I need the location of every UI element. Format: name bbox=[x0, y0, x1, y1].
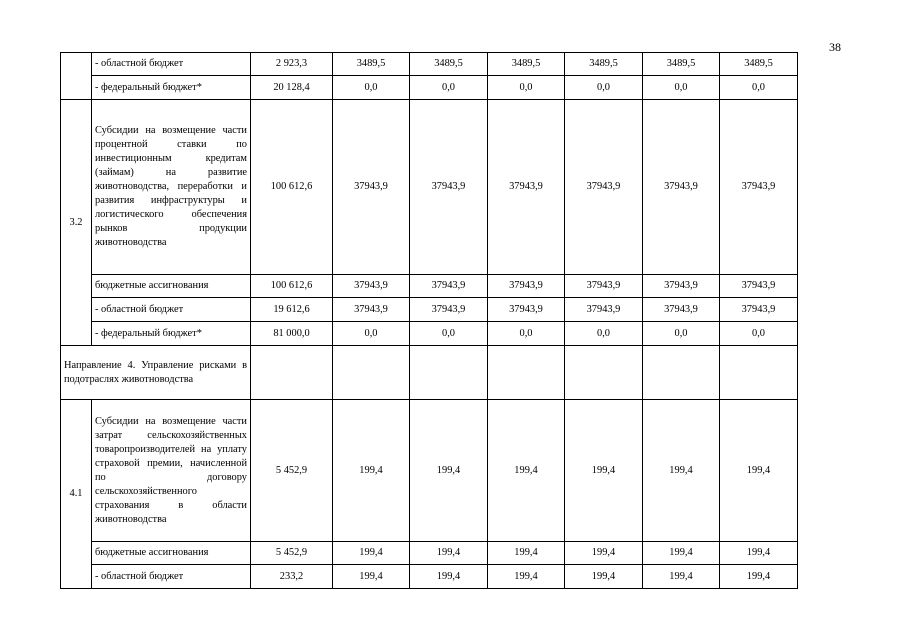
value-cell: 3489,5 bbox=[488, 53, 565, 76]
value-cell: 37943,9 bbox=[333, 275, 410, 298]
item-code: 4.1 bbox=[61, 400, 92, 589]
value-cell: 199,4 bbox=[488, 400, 565, 542]
item-code: 3.2 bbox=[61, 100, 92, 346]
value-cell: 37943,9 bbox=[720, 100, 798, 275]
value-cell: 37943,9 bbox=[333, 298, 410, 322]
value-cell: 199,4 bbox=[565, 542, 643, 565]
table-row bbox=[61, 400, 798, 542]
value-cell: 2 923,3 bbox=[251, 53, 333, 76]
value-cell: 0,0 bbox=[488, 322, 565, 346]
value-cell: 0,0 bbox=[333, 76, 410, 100]
value-cell: 37943,9 bbox=[488, 100, 565, 275]
value-cell: 5 452,9 bbox=[251, 400, 333, 542]
table-row bbox=[61, 346, 798, 400]
value-cell: 199,4 bbox=[410, 400, 488, 542]
value-cell: 199,4 bbox=[333, 542, 410, 565]
value-cell: 199,4 bbox=[643, 565, 720, 589]
row-label: - областной бюджет bbox=[92, 298, 251, 322]
value-cell: 0,0 bbox=[643, 322, 720, 346]
value-cell: 199,4 bbox=[720, 542, 798, 565]
value-cell: 233,2 bbox=[251, 565, 333, 589]
empty-cell bbox=[565, 346, 643, 400]
value-cell: 37943,9 bbox=[410, 100, 488, 275]
row-label: - областной бюджет bbox=[92, 53, 251, 76]
value-cell: 3489,5 bbox=[565, 53, 643, 76]
value-cell: 199,4 bbox=[565, 400, 643, 542]
value-cell: 37943,9 bbox=[643, 298, 720, 322]
value-cell: 37943,9 bbox=[565, 298, 643, 322]
value-cell: 199,4 bbox=[720, 400, 798, 542]
value-cell: 37943,9 bbox=[643, 100, 720, 275]
value-cell: 199,4 bbox=[565, 565, 643, 589]
value-cell: 0,0 bbox=[565, 76, 643, 100]
table-row bbox=[61, 542, 798, 565]
value-cell: 0,0 bbox=[720, 322, 798, 346]
empty-cell bbox=[410, 346, 488, 400]
row-label: бюджетные ассигнования bbox=[92, 275, 251, 298]
value-cell: 37943,9 bbox=[488, 275, 565, 298]
value-cell: 199,4 bbox=[488, 542, 565, 565]
value-cell: 199,4 bbox=[488, 565, 565, 589]
table-row bbox=[61, 298, 798, 322]
value-cell: 100 612,6 bbox=[251, 100, 333, 275]
value-cell: 37943,9 bbox=[643, 275, 720, 298]
value-cell: 0,0 bbox=[643, 76, 720, 100]
page-number: 38 bbox=[829, 40, 841, 54]
value-cell: 0,0 bbox=[565, 322, 643, 346]
item-description: Субсидии на возмещение части процентной ставки по инвестиционным кредитам (займам) на развитие животноводства, переработки и развития инфраструктуры и логистического обеспечения рынков продукции животноводства bbox=[92, 100, 251, 275]
value-cell: 199,4 bbox=[410, 542, 488, 565]
value-cell: 37943,9 bbox=[410, 275, 488, 298]
item-description: Субсидии на возмещение части затрат сельскохозяйственных товаропроизводителей на уплату страховой премии, начисленной по договору сельскохозяйственного страхования в области животноводства bbox=[92, 400, 251, 542]
row-label: - федеральный бюджет* bbox=[92, 76, 251, 100]
empty-cell bbox=[643, 346, 720, 400]
table-row bbox=[61, 322, 798, 346]
value-cell: 199,4 bbox=[333, 400, 410, 542]
value-cell: 0,0 bbox=[410, 76, 488, 100]
value-cell: 37943,9 bbox=[410, 298, 488, 322]
value-cell: 37943,9 bbox=[565, 100, 643, 275]
value-cell: 37943,9 bbox=[720, 298, 798, 322]
value-cell: 81 000,0 bbox=[251, 322, 333, 346]
value-cell: 100 612,6 bbox=[251, 275, 333, 298]
value-cell: 0,0 bbox=[720, 76, 798, 100]
table-row bbox=[61, 275, 798, 298]
value-cell: 37943,9 bbox=[720, 275, 798, 298]
empty-cell bbox=[720, 346, 798, 400]
value-cell: 0,0 bbox=[333, 322, 410, 346]
value-cell: 199,4 bbox=[643, 542, 720, 565]
table-row bbox=[61, 565, 798, 589]
row-label: бюджетные ассигнования bbox=[92, 542, 251, 565]
value-cell: 19 612,6 bbox=[251, 298, 333, 322]
direction-heading: Направление 4. Управление рисками в подотраслях животноводства bbox=[61, 346, 251, 400]
budget-table bbox=[60, 52, 798, 589]
value-cell: 199,4 bbox=[410, 565, 488, 589]
value-cell: 0,0 bbox=[488, 76, 565, 100]
value-cell: 3489,5 bbox=[643, 53, 720, 76]
value-cell: 0,0 bbox=[410, 322, 488, 346]
value-cell: 3489,5 bbox=[720, 53, 798, 76]
value-cell: 3489,5 bbox=[410, 53, 488, 76]
empty-cell bbox=[251, 346, 333, 400]
value-cell: 20 128,4 bbox=[251, 76, 333, 100]
value-cell: 3489,5 bbox=[333, 53, 410, 76]
table-row bbox=[61, 76, 798, 100]
empty-cell bbox=[333, 346, 410, 400]
table-row bbox=[61, 100, 798, 275]
row-label: - федеральный бюджет* bbox=[92, 322, 251, 346]
row-label: - областной бюджет bbox=[92, 565, 251, 589]
value-cell: 199,4 bbox=[643, 400, 720, 542]
value-cell: 199,4 bbox=[720, 565, 798, 589]
value-cell: 5 452,9 bbox=[251, 542, 333, 565]
empty-cell bbox=[488, 346, 565, 400]
value-cell: 37943,9 bbox=[333, 100, 410, 275]
value-cell: 199,4 bbox=[333, 565, 410, 589]
code-cell bbox=[61, 53, 92, 100]
value-cell: 37943,9 bbox=[565, 275, 643, 298]
table-row bbox=[61, 53, 798, 76]
value-cell: 37943,9 bbox=[488, 298, 565, 322]
